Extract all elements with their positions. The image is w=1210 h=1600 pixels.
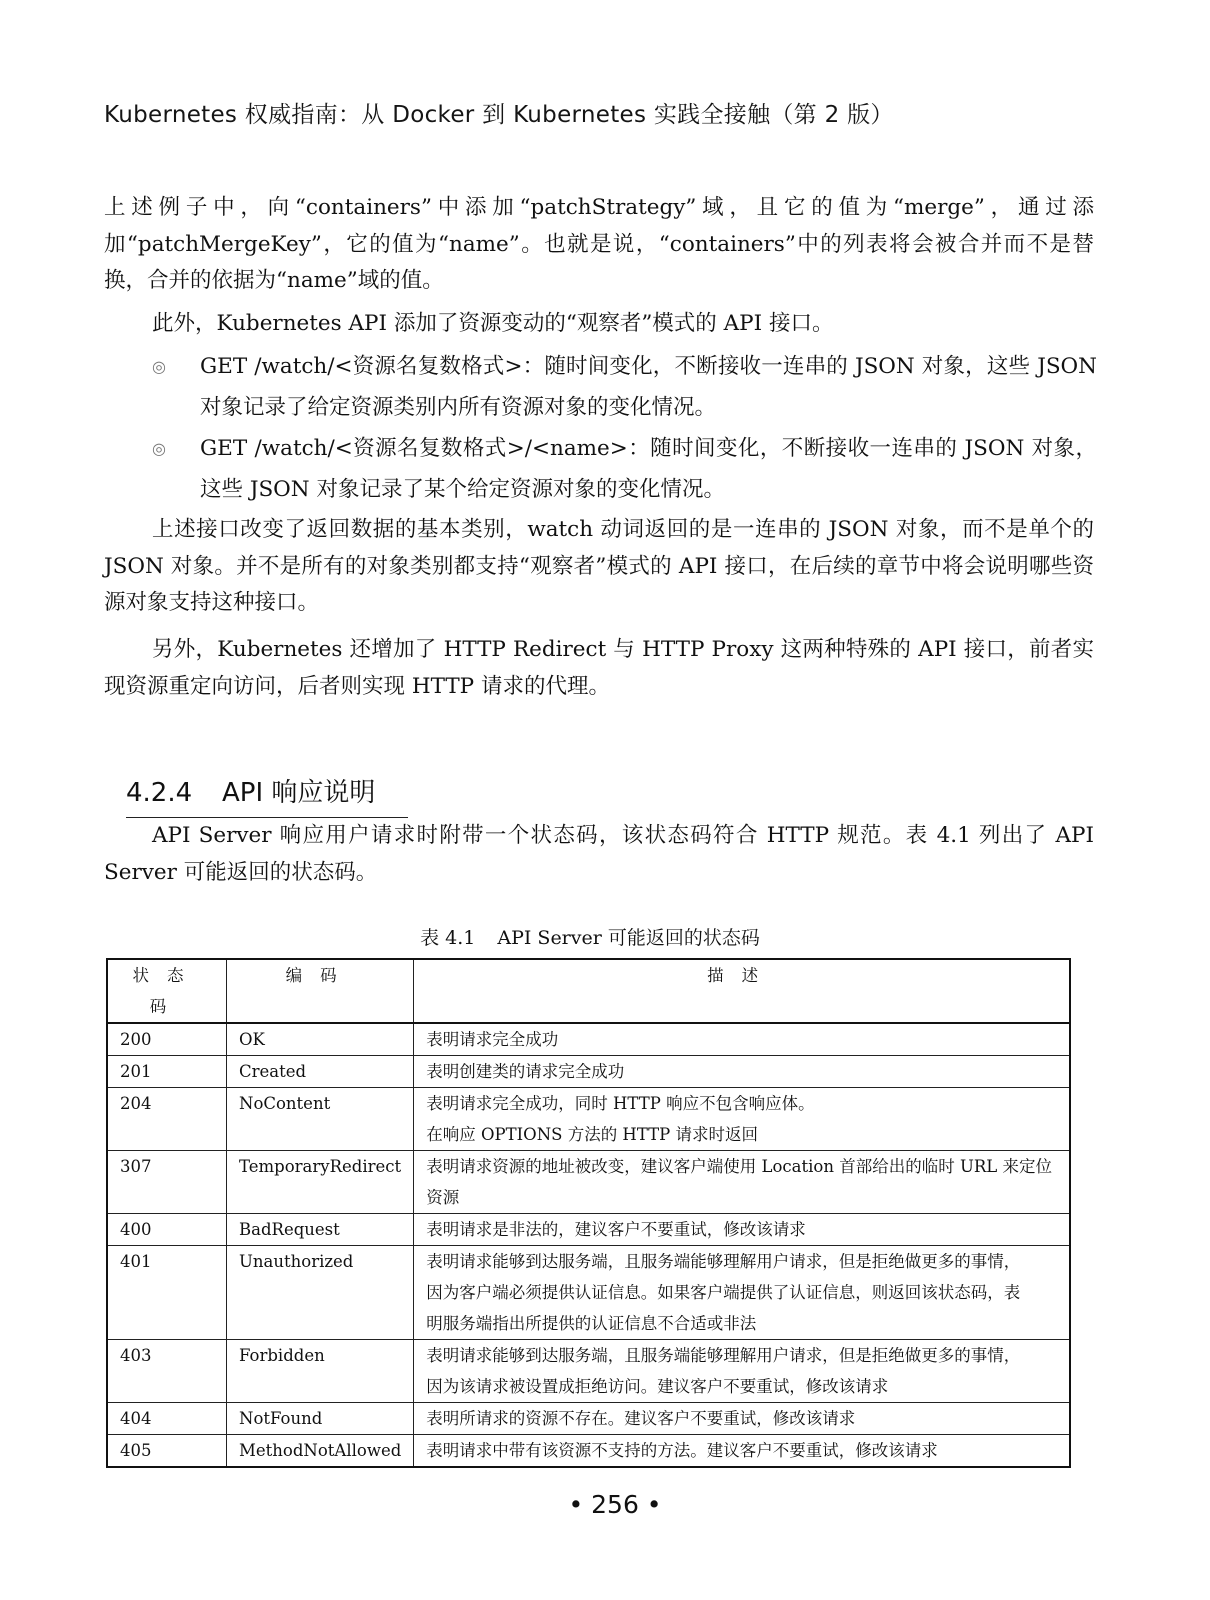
code-name-cell: Unauthorized <box>227 1246 414 1340</box>
status-code-cell: 204 <box>107 1088 227 1151</box>
paragraph-status-intro: API Server 响应用户请求时附带一个状态码，该状态码符合 HTTP 规范。表 4.1 列出了 API Server 可能返回的状态码。 <box>104 823 1094 885</box>
table-row <box>107 1023 1070 1056</box>
table-row <box>107 1214 1070 1246</box>
code-name-cell: Created <box>227 1056 414 1088</box>
table-row <box>107 1056 1070 1088</box>
status-code-table <box>106 958 1071 1468</box>
description-line: 表明请求能够到达服务端，且服务端能够理解用户请求，但是拒绝做更多的事情， <box>426 1346 1021 1365</box>
description-cell <box>414 1023 1070 1056</box>
section-title: API 响应说明 <box>222 778 376 808</box>
status-code-cell: 307 <box>107 1151 227 1214</box>
description-line: 因为该请求被设置成拒绝访问。建议客户不要重试，修改该请求 <box>426 1377 889 1396</box>
description-line: 表明请求能够到达服务端，且服务端能够理解用户请求，但是拒绝做更多的事情， <box>426 1252 1021 1271</box>
description-cell <box>414 1403 1070 1435</box>
status-code-cell: 405 <box>107 1435 227 1468</box>
code-name-cell: Forbidden <box>227 1340 414 1403</box>
column-header-status-code: 状态码 <box>107 959 227 1023</box>
paragraph-redirect-proxy: 另外，Kubernetes 还增加了 HTTP Redirect 与 HTTP Proxy 这两种特殊的 API 接口，前者实现资源重定向访问，后者则实现 HTTP 请求的代理。 <box>104 637 1094 699</box>
bullet-text: GET /watch/<资源名复数格式>/<name>：随时间变化，不断接收一连串的 JSON 对象，这些 JSON 对象记录了某个给定资源对象的变化情况。 <box>200 436 1097 502</box>
code-name-cell: NoContent <box>227 1088 414 1151</box>
paragraph-patch-strategy: 上述例子中，向“containers”中添加“patchStrategy”域，且它的值为“merge”，通过添加“patchMergeKey”，它的值为“name”。也就是说，“containers”中的列表将会被合并而不是替换，合并的依据为“name”域的值。 <box>104 195 1094 293</box>
status-code-cell: 201 <box>107 1056 227 1088</box>
description-cell <box>414 1214 1070 1246</box>
table-row <box>107 1403 1070 1435</box>
code-name-cell: MethodNotAllowed <box>227 1435 414 1468</box>
description-line: 表明请求完全成功 <box>426 1030 559 1049</box>
status-code-cell: 404 <box>107 1403 227 1435</box>
bullet-watch-list <box>152 346 1097 428</box>
description-cell <box>414 1056 1070 1088</box>
code-name-cell: TemporaryRedirect <box>227 1151 414 1214</box>
table-caption-title: API Server 可能返回的状态码 <box>497 927 760 949</box>
column-header-description: 描述 <box>414 959 1070 1023</box>
status-code-cell: 400 <box>107 1214 227 1246</box>
description-line: 在响应 OPTIONS 方法的 HTTP 请求时返回 <box>426 1125 758 1144</box>
paragraph-watch-return: 上述接口改变了返回数据的基本类别，watch 动词返回的是一连串的 JSON 对象，而不是单个的 JSON 对象。并不是所有的对象类别都支持“观察者”模式的 API 接口，在后续的章节中将会说明哪些资源对象支持这种接口。 <box>104 517 1094 615</box>
bullet-text: GET /watch/<资源名复数格式>：随时间变化，不断接收一连串的 JSON 对象，这些 JSON 对象记录了给定资源类别内所有资源对象的变化情况。 <box>200 354 1097 420</box>
table-row <box>107 1435 1070 1468</box>
paragraph-watch-intro: 此外，Kubernetes API 添加了资源变动的“观察者”模式的 API 接口。 <box>152 311 834 336</box>
table-row <box>107 1088 1070 1151</box>
description-cell <box>414 1151 1070 1214</box>
description-line: 表明请求完全成功，同时 HTTP 响应不包含响应体。 <box>426 1094 815 1113</box>
table-caption-label: 表 4.1 <box>420 927 476 949</box>
code-name-cell: NotFound <box>227 1403 414 1435</box>
description-line: 表明请求资源的地址被改变，建议客户端使用 Location 首部给出的临时 URL 来定位资源 <box>426 1157 1052 1207</box>
description-line: 表明请求是非法的，建议客户不要重试，修改该请求 <box>426 1220 806 1239</box>
description-cell <box>414 1246 1070 1340</box>
column-header-code-name: 编码 <box>227 959 414 1023</box>
section-heading <box>126 772 408 818</box>
status-code-cell: 401 <box>107 1246 227 1340</box>
bullet-watch-item <box>152 428 1097 510</box>
description-line: 明服务端指出所提供的认证信息不合适或非法 <box>426 1314 757 1333</box>
description-cell <box>414 1435 1070 1468</box>
description-cell <box>414 1088 1070 1151</box>
description-line: 表明所请求的资源不存在。建议客户不要重试，修改该请求 <box>426 1409 856 1428</box>
section-number: 4.2.4 <box>126 778 193 808</box>
table-row <box>107 1151 1070 1214</box>
description-line: 表明请求中带有该资源不支持的方法。建议客户不要重试，修改该请求 <box>426 1441 938 1460</box>
description-cell <box>414 1340 1070 1403</box>
table-caption <box>0 923 1180 950</box>
status-code-cell: 403 <box>107 1340 227 1403</box>
status-code-cell: 200 <box>107 1023 227 1056</box>
page-number: • 256 • <box>568 1490 662 1519</box>
bullet-icon: ◎ <box>152 357 166 376</box>
code-name-cell: BadRequest <box>227 1214 414 1246</box>
description-line: 表明创建类的请求完全成功 <box>426 1062 625 1081</box>
table-row <box>107 1246 1070 1340</box>
bullet-icon: ◎ <box>152 439 166 458</box>
description-line: 因为客户端必须提供认证信息。如果客户端提供了认证信息，则返回该状态码，表 <box>426 1283 1021 1302</box>
code-name-cell: OK <box>227 1023 414 1056</box>
table-row <box>107 1340 1070 1403</box>
running-header: Kubernetes 权威指南：从 Docker 到 Kubernetes 实践全接触（第 2 版） <box>104 102 894 128</box>
